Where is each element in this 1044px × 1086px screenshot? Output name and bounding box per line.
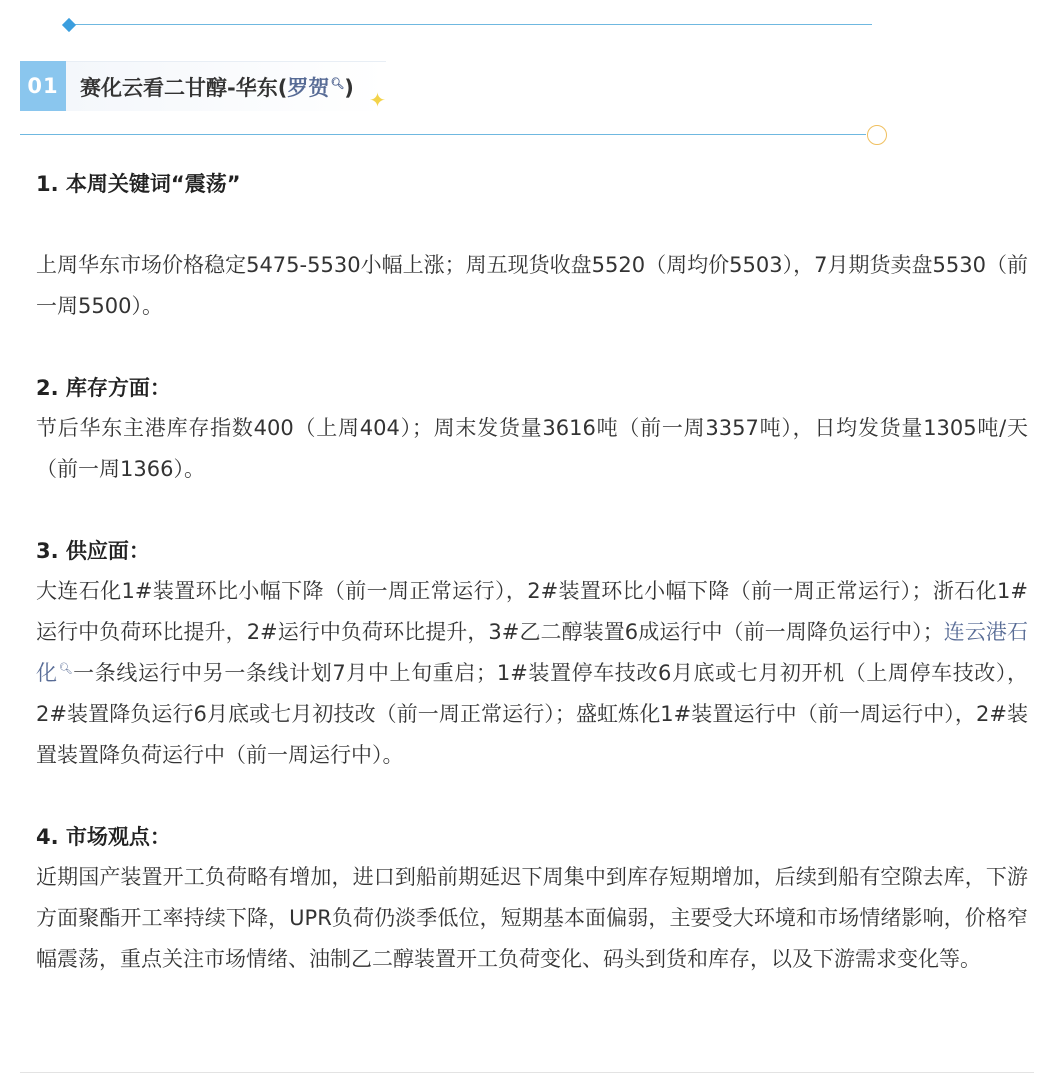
author-link-text: 罗贺 — [287, 75, 330, 100]
section-header — [20, 61, 386, 111]
spacer — [36, 776, 1028, 817]
top-divider-line — [66, 24, 872, 25]
keyword-heading: 1. 本周关键词“震荡” — [36, 172, 241, 196]
lianyungang-link-text: 连云港石化 — [36, 620, 1028, 685]
supply-text-a: 大连石化1#装置环比小幅下降（前一周正常运行），2#装置环比小幅下降（前一周正常运行）；浙石化1#运行中负荷环比提升，2#运行中负荷环比提升，3#乙二醇装置6成运行中（前一周降负运行中）； — [36, 579, 1028, 644]
spacer — [36, 327, 1028, 368]
article-body — [36, 164, 1028, 980]
spacer — [36, 490, 1028, 531]
price-paragraph: 上周华东市场价格稳定5475-5530小幅上涨；周五现货收盘5520（周均价5503），7月期货卖盘5530（前一周5500）。 — [36, 253, 1028, 318]
spacer — [36, 204, 1028, 245]
inventory-heading: 2. 库存方面： — [36, 376, 171, 400]
bottom-divider-line — [20, 1072, 1034, 1073]
market-view-paragraph: 近期国产装置开工负荷略有增加，进口到船前期延迟下周集中到库存短期增加，后续到船有空隙去库，下游方面聚酯开工率持续下降，UPR负荷仍淡季低位，短期基本面偏弱，主要受大环境和市场情绪影响，价格窄幅震荡，重点关注市场情绪、油制乙二醇装置开工负荷变化、码头到货和库存，以及下游需求变化等。 — [36, 865, 1028, 971]
market-view-heading: 4. 市场观点： — [36, 825, 171, 849]
search-icon: 🔍︎ — [330, 76, 345, 90]
supply-heading: 3. 供应面： — [36, 539, 150, 563]
supply-text-b: 一条线运行中另一条线计划7月中上旬重启；1#装置停车技改6月底或七月初开机（上周停车技改），2#装置降负运行6月底或七月初技改（前一周正常运行）；盛虹炼化1#装置运行中（前一周运行中），2#装置装置降负荷运行中（前一周运行中）。 — [36, 661, 1028, 767]
section-title — [80, 72, 354, 102]
author-link[interactable] — [287, 76, 344, 100]
search-icon: 🔍︎ — [58, 662, 73, 675]
header-divider-line — [20, 134, 866, 135]
inventory-paragraph: 节后华东主港库存指数400（上周404）；周末发货量3616吨（前一周3357吨），日均发货量1305吨/天（前一周1366）。 — [36, 416, 1028, 481]
section-title-suffix: ) — [344, 75, 354, 100]
supply-paragraph — [36, 571, 1028, 776]
section-title-box — [66, 61, 386, 111]
diamond-icon — [62, 18, 76, 32]
section-number: 01 — [20, 61, 66, 111]
section-title-prefix: 赛化云看二甘醇-华东( — [80, 75, 288, 100]
circle-icon — [867, 125, 887, 145]
sparkle-icon: ✦ — [369, 88, 386, 112]
